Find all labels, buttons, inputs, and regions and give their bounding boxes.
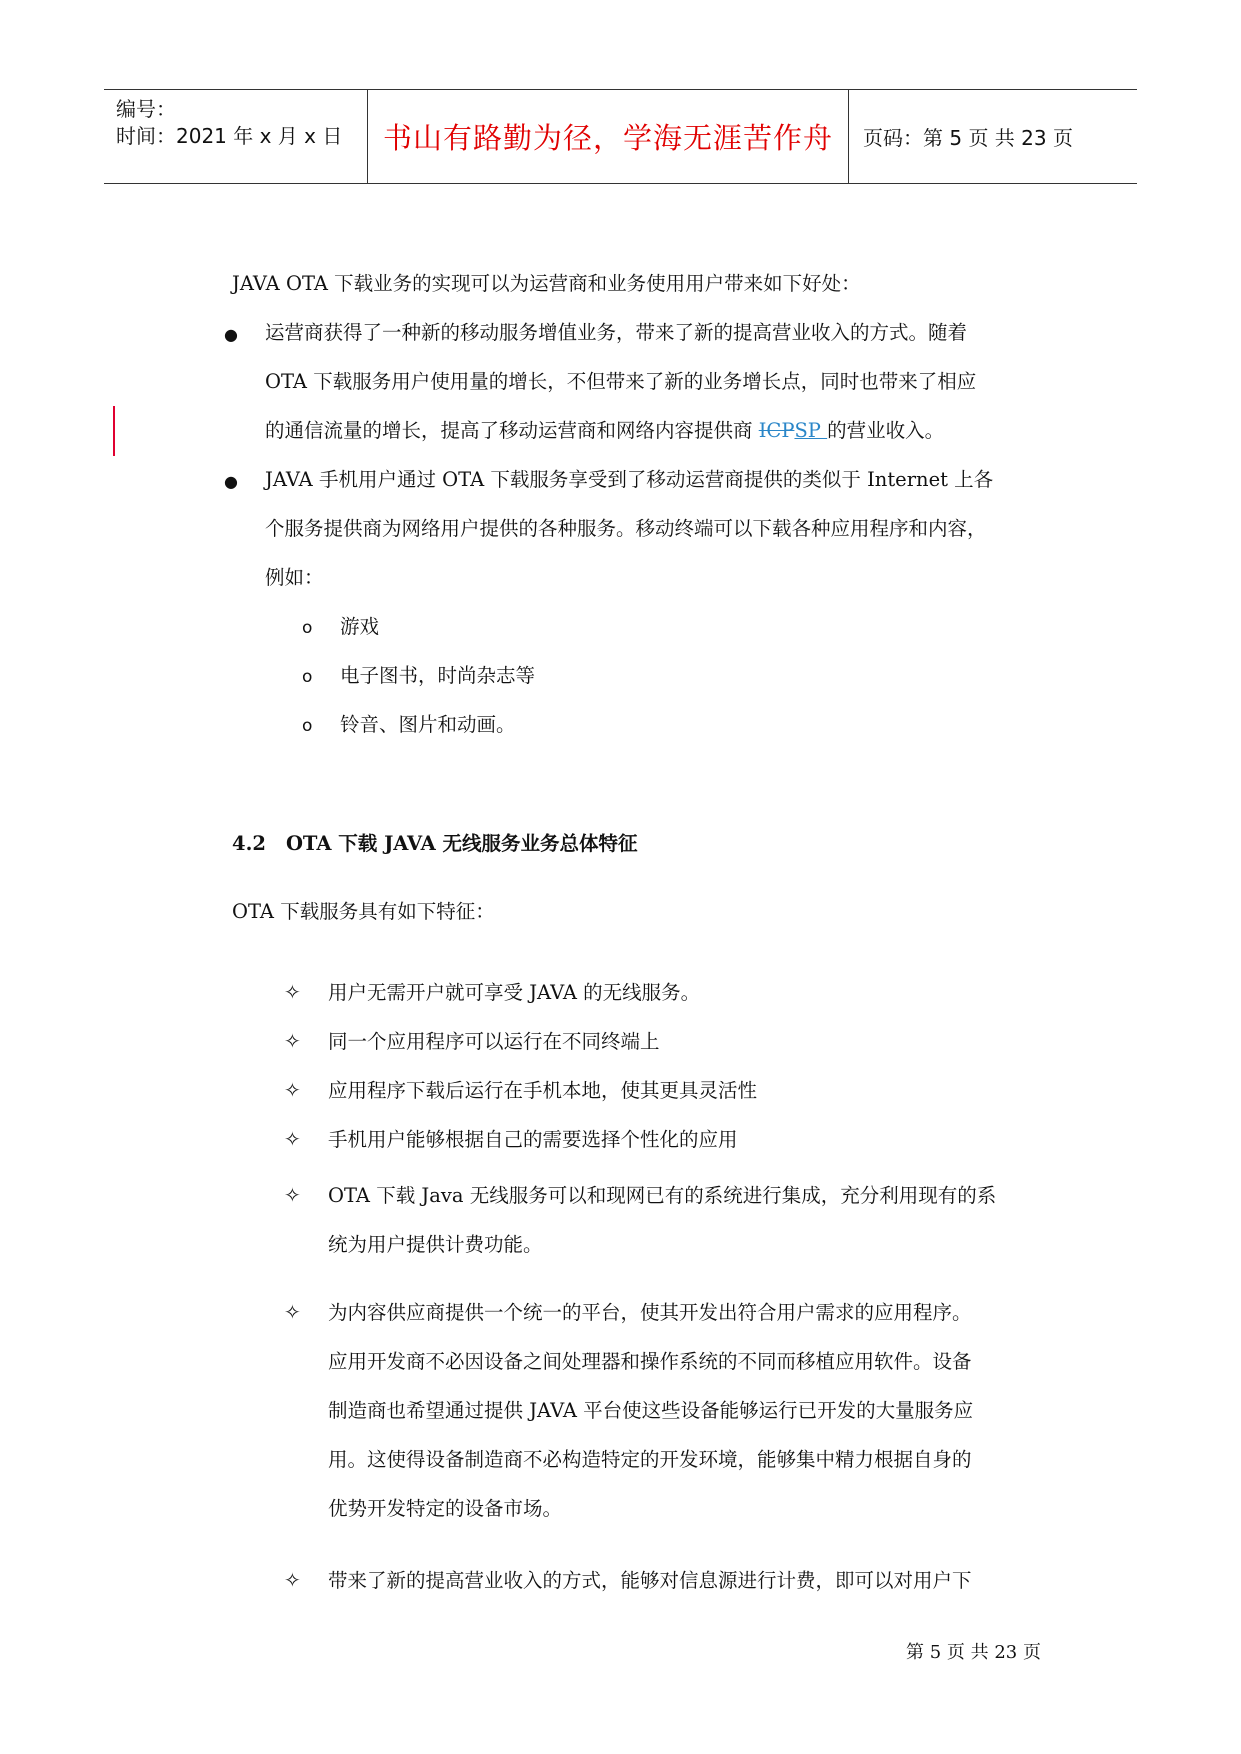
- bullet2-line1: JAVA 手机用户通过 OTA 下载服务享受到了移动运营商提供的类似于 Internet 上各: [265, 468, 994, 491]
- section-title: OTA 下载 JAVA 无线服务业务总体特征: [285, 832, 638, 855]
- diamond-bullet-icon: ✧: [284, 1127, 301, 1151]
- bullet2-line2: 个服务提供商为网络用户提供的各种服务。移动终端可以下载各种应用程序和内容，: [265, 517, 987, 540]
- bullet-dot: ●: [224, 325, 238, 344]
- diamond-bullet-icon: ✧: [284, 1078, 301, 1102]
- time-label: 时间：2021 年 x 月 x 日: [116, 124, 343, 148]
- sub-item: 铃音、图片和动画。: [340, 713, 516, 736]
- diamond-bullet-icon: ✧: [284, 1029, 301, 1053]
- header-motto: 书山有路勤为径，学海无涯苦作舟: [368, 90, 849, 183]
- bullet1-tail: 的营业收入。: [827, 419, 945, 442]
- bullet-dot: ●: [224, 472, 238, 491]
- sub-item: 游戏: [340, 615, 380, 638]
- feature-line: 用。这使得设备制造商不必构造特定的开发环境，能够集中精力根据自身的: [328, 1448, 972, 1471]
- section-heading: [232, 828, 638, 856]
- header-meta-cell: [104, 90, 368, 183]
- feature-line: 为内容供应商提供一个统一的平台，使其开发出符合用户需求的应用程序。: [328, 1301, 972, 1324]
- diamond-bullet-icon: ✧: [284, 980, 301, 1004]
- circle-bullet-icon: o: [302, 716, 313, 736]
- circle-bullet-icon: o: [302, 667, 313, 687]
- deleted-text: ICP: [758, 419, 795, 442]
- feature-line: 带来了新的提高营业收入的方式，能够对信息源进行计费，即可以对用户下: [328, 1569, 972, 1592]
- feature-line: 应用程序下载后运行在手机本地，使其更具灵活性: [328, 1079, 758, 1102]
- bullet1-line3-text: 的通信流量的增长，提高了移动运营商和网络内容提供商: [265, 419, 759, 442]
- feature-line: OTA 下载 Java 无线服务可以和现网已有的系统进行集成，充分利用现有的系: [328, 1184, 997, 1207]
- bullet1-line1: 运营商获得了一种新的移动服务增值业务，带来了新的提高营业收入的方式。随着: [265, 321, 968, 344]
- feature-line: 制造商也希望通过提供 JAVA 平台使这些设备能够运行已开发的大量服务应: [328, 1399, 974, 1422]
- inserted-text: SP: [794, 419, 828, 442]
- intro-paragraph: JAVA OTA 下载业务的实现可以为运营商和业务使用用户带来如下好处：: [232, 272, 861, 295]
- bullet2-line3: 例如：: [265, 566, 324, 589]
- diamond-bullet-icon: ✧: [284, 1183, 301, 1207]
- bullet1-line3: [265, 420, 944, 442]
- feature-line: 手机用户能够根据自己的需要选择个性化的应用: [328, 1128, 738, 1151]
- feature-line: 同一个应用程序可以运行在不同终端上: [328, 1030, 660, 1053]
- section-intro: OTA 下载服务具有如下特征：: [232, 900, 495, 923]
- page-header: [104, 89, 1137, 184]
- circle-bullet-icon: o: [302, 618, 313, 638]
- bullet1-line2: OTA 下载服务用户使用量的增长，不但带来了新的业务增长点，同时也带来了相应: [265, 370, 977, 393]
- diamond-bullet-icon: ✧: [284, 1568, 301, 1592]
- feature-line: 优势开发特定的设备市场。: [328, 1497, 563, 1520]
- diamond-bullet-icon: ✧: [284, 1300, 301, 1324]
- header-page-label: 页码：第 5 页 共 23 页: [863, 126, 1073, 150]
- revision-change-bar: [113, 406, 115, 456]
- feature-line: 用户无需开户就可享受 JAVA 的无线服务。: [328, 981, 701, 1004]
- feature-line: 应用开发商不必因设备之间处理器和操作系统的不同而移植应用软件。设备: [328, 1350, 972, 1373]
- number-label: 编号：: [116, 97, 176, 121]
- page-footer: 第 5 页 共 23 页: [906, 1642, 1041, 1663]
- section-number: 4.2: [232, 832, 266, 855]
- sub-item: 电子图书，时尚杂志等: [340, 664, 536, 687]
- feature-line: 统为用户提供计费功能。: [328, 1233, 543, 1256]
